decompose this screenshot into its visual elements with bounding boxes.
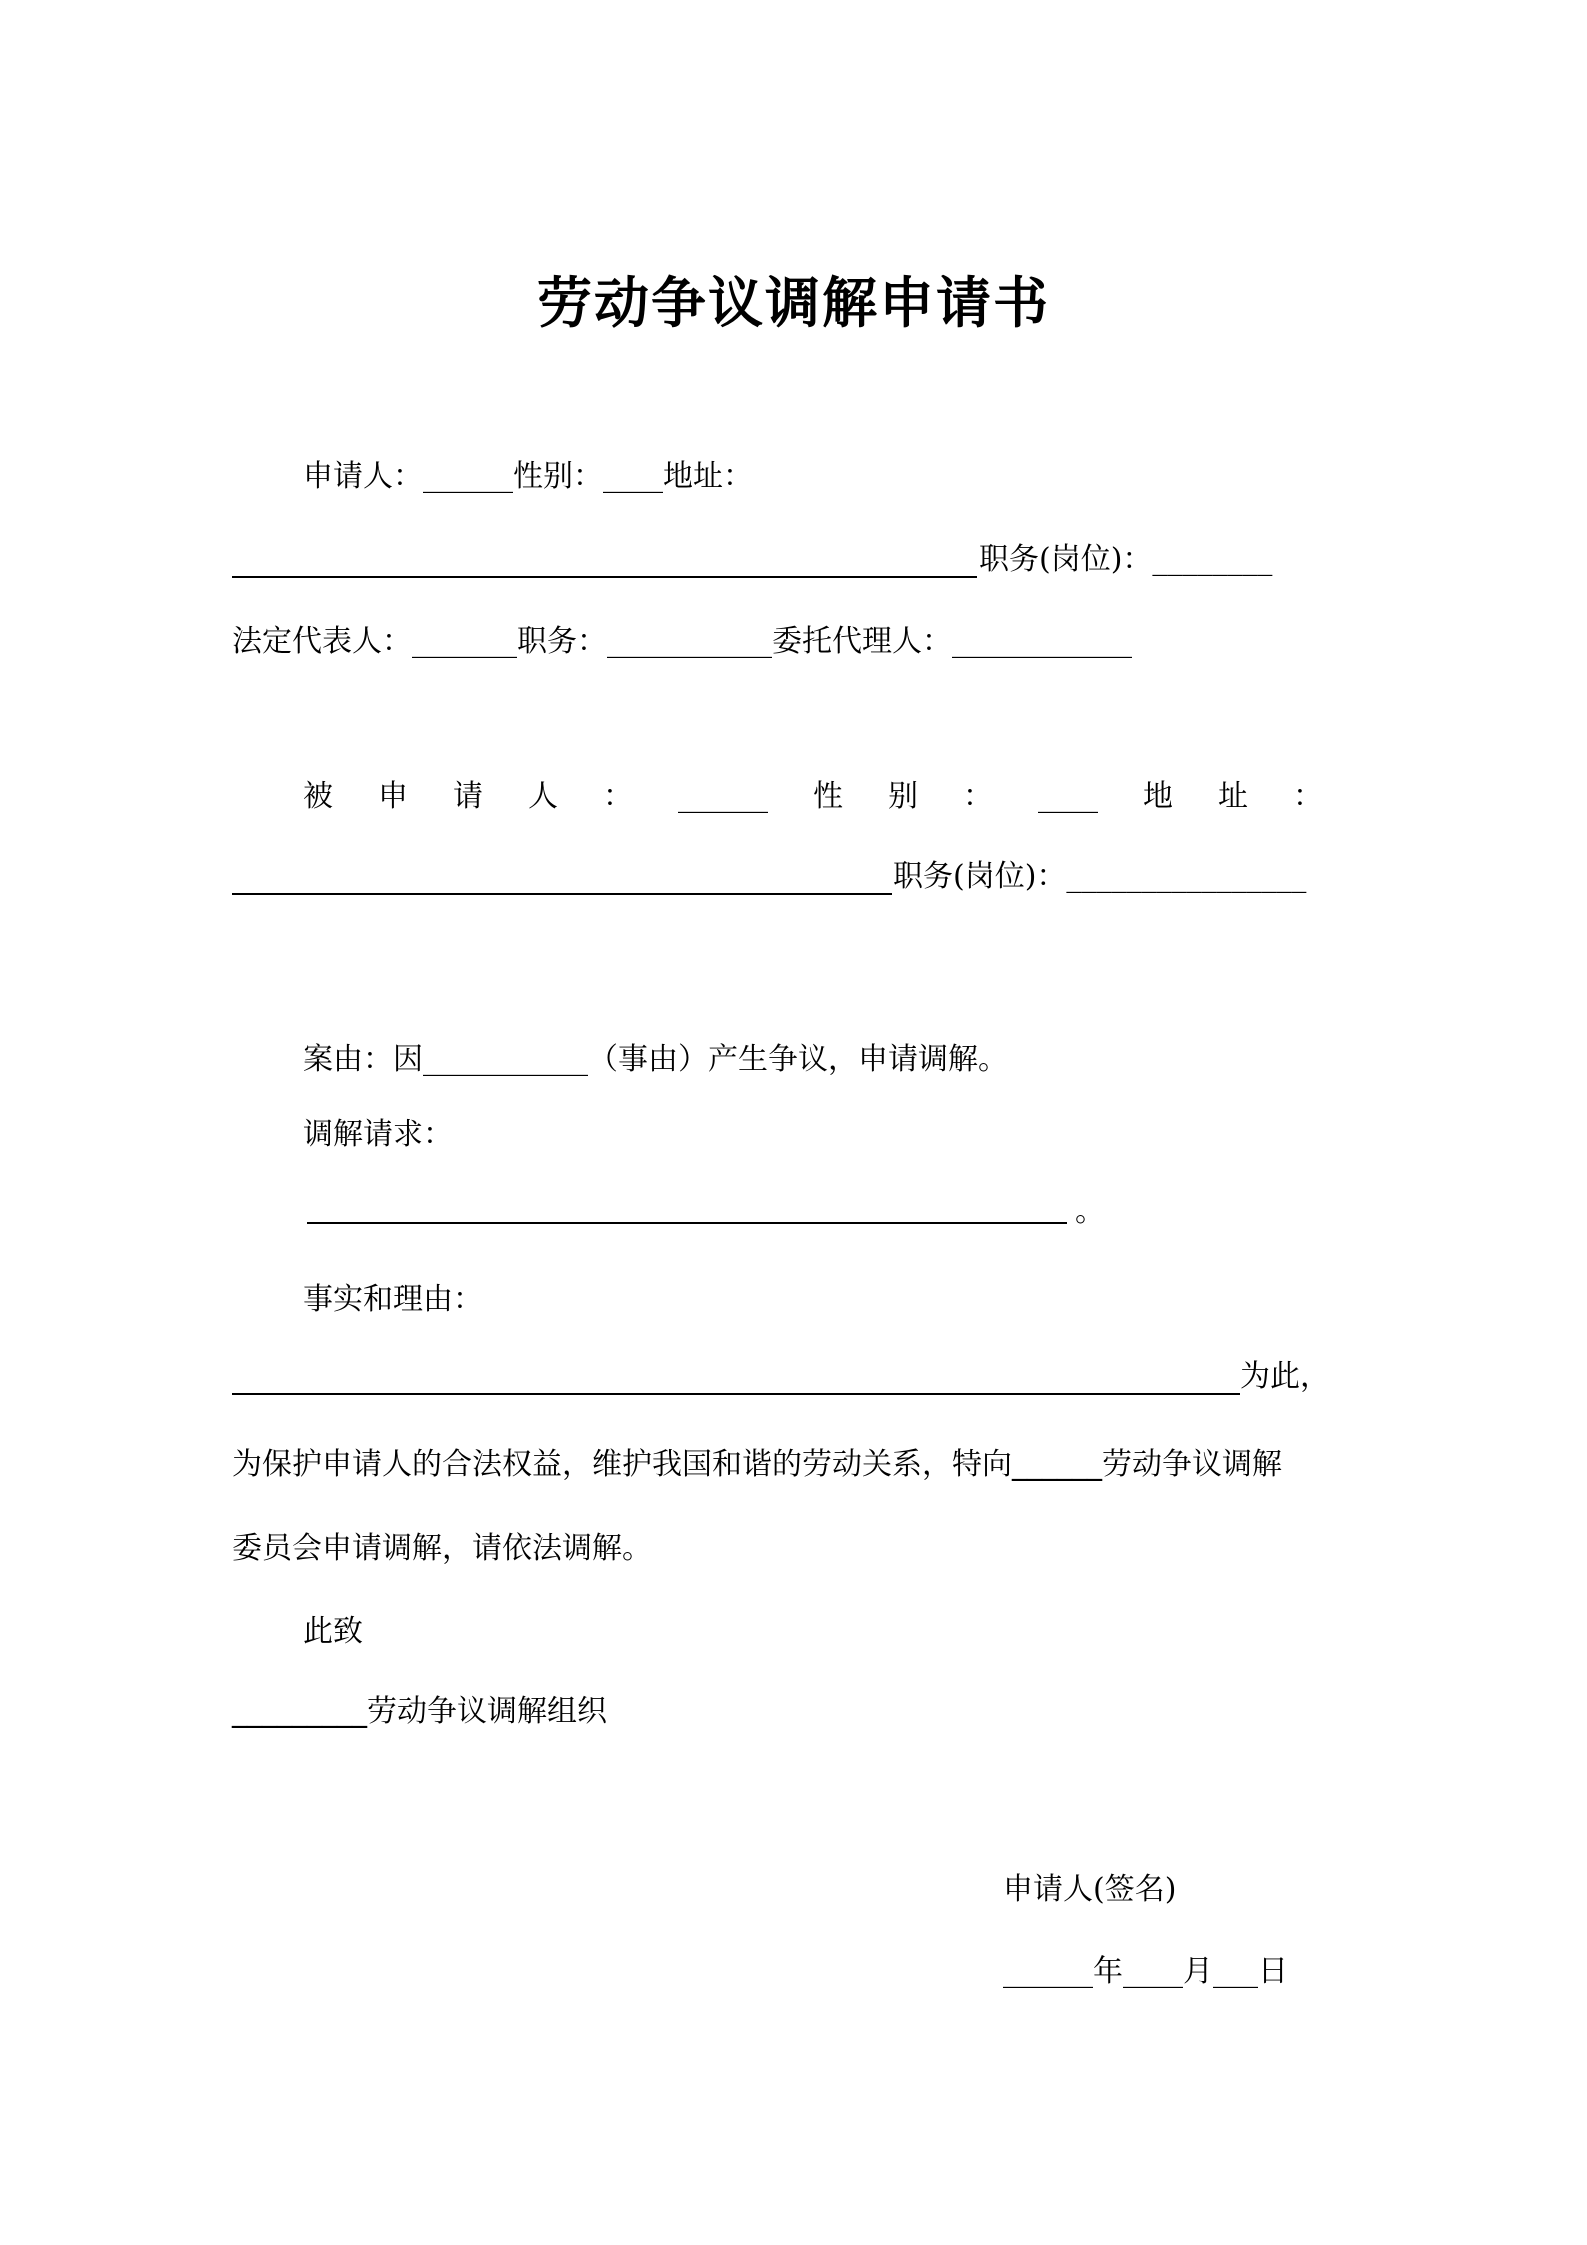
respondent-char-12: ： [1293,779,1323,814]
respondent-name-blank: ______ [678,779,768,814]
respondent-char-1: 申 [378,779,408,814]
signature-date-line: ______年____月___日 [1003,1954,1288,1989]
respondent-address-rule [232,893,892,895]
respondent-char-3: 人 [528,779,558,814]
respondent-position-label: 职务(岗位)：________________ [893,859,1307,894]
closing-salutation: 此致 [303,1614,363,1649]
respondent-char-8: ： [963,779,993,814]
respondent-char-7: 别 [888,779,918,814]
applicant-position-label: 职务(岗位)：________ [979,542,1273,577]
closing-addressee: _________劳动争议调解组织 [232,1694,607,1729]
facts-answer-rule [232,1393,1240,1395]
respondent-char-0: 被 [303,779,333,814]
mediation-request-label: 调解请求： [303,1117,453,1152]
body-line-1-tail: 为此， [1240,1359,1330,1394]
respondent-char-10: 地 [1143,779,1173,814]
body-line-3: 委员会申请调解，请依法调解。 [232,1531,652,1566]
mediation-request-period: 。 [1075,1194,1105,1229]
body-line-2: 为保护申请人的合法权益，维护我国和谐的劳动关系，特向______劳动争议调解 [232,1447,1282,1482]
respondent-char-4: ： [603,779,633,814]
applicant-address-rule [232,576,977,578]
applicant-line-1: 申请人：______性别：____地址： [303,459,753,494]
signature-label: 申请人(签名) [1003,1872,1177,1907]
applicant-legal-rep-line: 法定代表人：_______职务：___________委托代理人：____________ [232,624,1132,659]
case-cause-line: 案由：因___________（事由）产生争议，申请调解。 [303,1042,1008,1077]
respondent-line-1 [303,775,1323,819]
respondent-char-2: 请 [453,779,483,814]
facts-and-reasons-label: 事实和理由： [303,1282,483,1317]
respondent-char-6: 性 [813,779,843,814]
mediation-request-rule [307,1222,1067,1224]
respondent-char-11: 址 [1218,779,1248,814]
page-title: 劳动争议调解申请书 [536,270,1050,335]
respondent-gender-blank: ____ [1038,779,1098,814]
